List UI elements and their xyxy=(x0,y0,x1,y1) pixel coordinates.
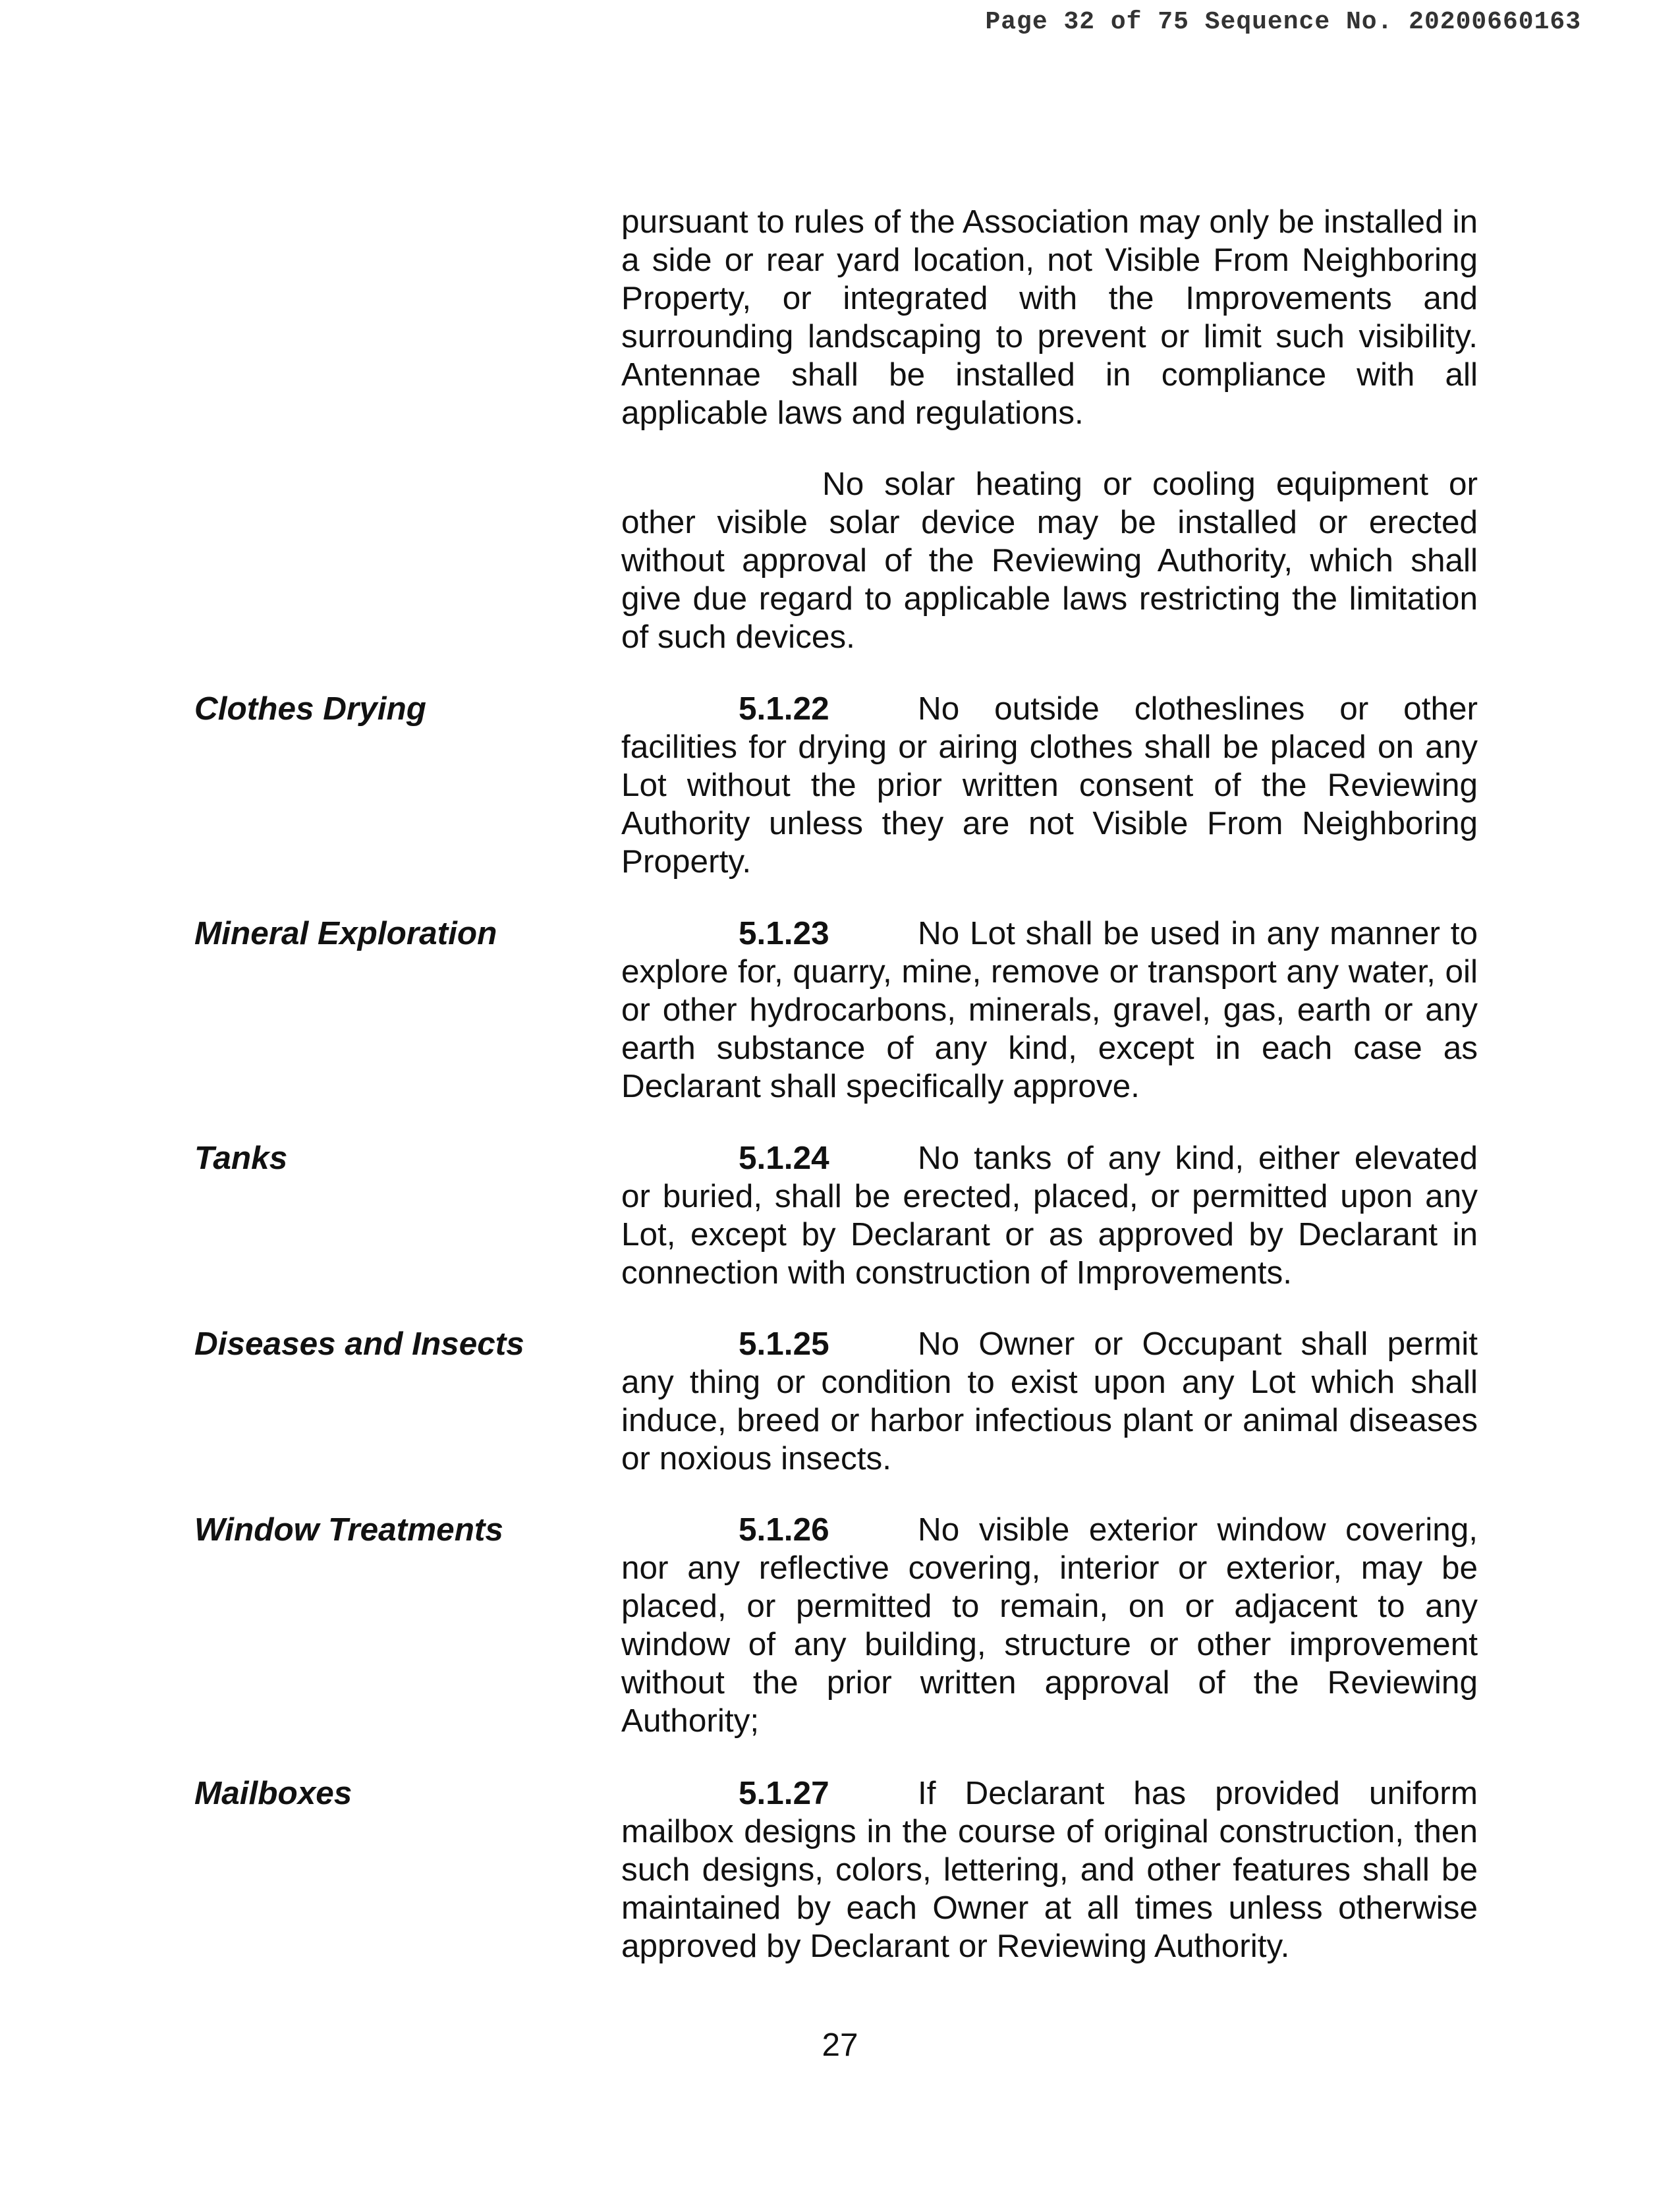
section-heading-tanks: Tanks xyxy=(194,1140,288,1176)
section-paragraph-5-1-27 xyxy=(621,1774,1478,1965)
section-paragraph-5-1-23 xyxy=(621,915,1478,1106)
page-sequence-header: Page 32 of 75 Sequence No. 20200660163 xyxy=(985,8,1581,36)
antenna-continuation-paragraph: pursuant to rules of the Association may only be installed in a side or rear yard location, not Visible From Neighboring Property, or integrated with the Improvements and surrounding landscaping to prevent or limit such visibility. Antennae shall be installed in compliance with all applicable laws and regulations. xyxy=(621,204,1478,431)
section-text: No outside clotheslines or other facilities for drying or airing clothes shall be placed on any Lot without the prior written consent of the Reviewing Authority unless they are not Visible From Neighboring Property. xyxy=(621,691,1478,880)
section-heading-mineral-exploration: Mineral Exploration xyxy=(194,915,497,951)
section-heading-mailboxes: Mailboxes xyxy=(194,1775,352,1811)
solar-paragraph xyxy=(621,465,1478,656)
section-number: 5.1.23 xyxy=(739,915,829,951)
section-paragraph-5-1-24 xyxy=(621,1139,1478,1292)
section-paragraph-5-1-22 xyxy=(621,690,1478,881)
section-heading-diseases-and-insects: Diseases and Insects xyxy=(194,1326,524,1362)
page-number: 27 xyxy=(822,2027,858,2063)
section-number: 5.1.27 xyxy=(739,1775,829,1811)
section-text: No Owner or Occupant shall permit any thing or condition to exist upon any Lot which shall induce, breed or harbor infectious plant or animal diseases or noxious insects. xyxy=(621,1326,1478,1477)
section-text: No Lot shall be used in any manner to explore for, quarry, mine, remove or transport any water, oil or other hydrocarbons, minerals, gravel, gas, earth or any earth substance of any kind, except in each case as Declarant shall specifically approve. xyxy=(621,915,1478,1104)
section-number: 5.1.26 xyxy=(739,1511,829,1548)
section-number: 5.1.24 xyxy=(739,1140,829,1176)
section-number: 5.1.25 xyxy=(739,1326,829,1362)
section-text: No tanks of any kind, either elevated or buried, shall be erected, placed, or permitted upon any Lot, except by Declarant or as approved by Declarant in connection with construction of Improvements. xyxy=(621,1140,1478,1291)
section-heading-clothes-drying: Clothes Drying xyxy=(194,691,427,727)
section-paragraph-5-1-25 xyxy=(621,1325,1478,1478)
section-text: If Declarant has provided uniform mailbox designs in the course of original construction, then such designs, colors, lettering, and other features shall be maintained by each Owner at all times unless otherwise approved by Declarant or Reviewing Authority. xyxy=(621,1775,1478,1964)
section-paragraph-5-1-26 xyxy=(621,1511,1478,1740)
section-number: 5.1.22 xyxy=(739,691,829,727)
section-text: No visible exterior window covering, nor any reflective covering, interior or exterior, may be placed, or permitted to remain, on or adjacent to any window of any building, structure or other improvement without the prior written approval of the Reviewing Authority; xyxy=(621,1511,1478,1739)
section-heading-window-treatments: Window Treatments xyxy=(194,1511,503,1548)
solar-paragraph-text: No solar heating or cooling equipment or other visible solar device may be installed or erected without approval of the Reviewing Authority, which shall give due regard to applicable laws restricting the limitation of such devices. xyxy=(621,466,1478,655)
